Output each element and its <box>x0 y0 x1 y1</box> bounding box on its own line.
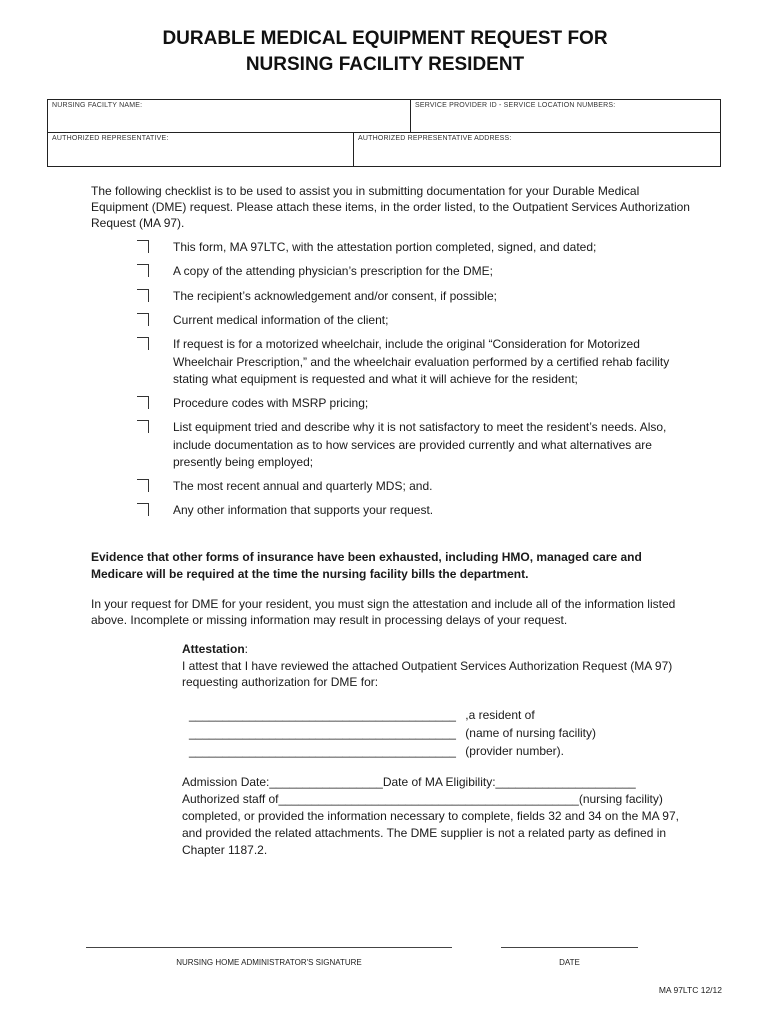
provider-number-row <box>189 744 649 758</box>
request-paragraph: In your request for DME for your resident, you must sign the attestation and include all of the information listed above. Incomplete or missing information may result in processing delays of your request. <box>91 597 676 627</box>
authorized-rep-field[interactable]: AUTHORIZED REPRESENTATIVE: <box>52 135 169 142</box>
checklist-item-text: This form, MA 97LTC, with the attestation portion completed, signed, and dated; <box>173 240 597 254</box>
authorized-staff-line[interactable]: Authorized staff of_____________________________________________(nursing facility) <box>182 792 663 806</box>
provider-number-blank[interactable]: ________________________________________ <box>189 744 456 758</box>
date-signature-line[interactable] <box>501 947 638 948</box>
facility-info-grid <box>47 99 721 167</box>
admin-signature-line[interactable] <box>86 947 452 948</box>
attestation-body: I attest that I have reviewed the attached Outpatient Services Authorization Request (MA 97) requesting authorization for DME for: <box>182 659 673 689</box>
checklist-item-text: Procedure codes with MSRP pricing; <box>173 396 369 410</box>
intro-paragraph: The following checklist is to be used to assist you in submitting documentation for your Durable Medical Equipment (DME) request. Please attach these items, in the order listed, to the Outpatient Services Authorization Request (MA 97). <box>91 184 690 230</box>
checklist-item-text: List equipment tried and describe why it is not satisfactory to meet the resident’s needs. Also, include documentation as to how services are provided currently and what alternatives are presently being employed; <box>173 420 667 469</box>
checklist-item-text: A copy of the attending physician’s prescription for the DME; <box>173 264 493 278</box>
attestation-title: Attestation <box>182 642 245 656</box>
checklist-item-text: If request is for a motorized wheelchair, include the original “Consideration for Motorized Wheelchair Prescription,” and the wheelchair evaluation performed by a certified rehab facility stating what equipment is requested and what it will achieve for the resident; <box>173 337 670 386</box>
admission-date-line[interactable]: Admission Date:_________________Date of MA Eligibility:_____________________ <box>182 775 636 789</box>
attestation-heading <box>182 642 248 656</box>
form-id: MA 97LTC 12/12 <box>658 985 722 995</box>
checkbox[interactable] <box>137 479 149 492</box>
resident-name-blank[interactable]: ________________________________________ <box>189 708 456 722</box>
provider-suffix: (provider number). <box>465 744 564 758</box>
attestation-colon: : <box>244 642 249 656</box>
checklist-item-text: The most recent annual and quarterly MDS; and. <box>173 479 433 493</box>
title-line-2: NURSING FACILITY RESIDENT <box>245 54 525 75</box>
resident-suffix: ,a resident of <box>465 708 535 722</box>
grid-divider-horizontal <box>48 132 720 133</box>
checklist-item-text: Current medical information of the client; <box>173 313 389 327</box>
insurance-evidence-notice: Evidence that other forms of insurance have been exhausted, including HMO, managed care and Medicare will be required at the time the nursing facility bills the department. <box>91 550 642 581</box>
facility-name-blank[interactable]: ________________________________________ <box>189 726 456 740</box>
checkbox[interactable] <box>137 289 149 302</box>
checkbox[interactable] <box>137 337 149 350</box>
checkbox[interactable] <box>137 503 149 516</box>
checkbox[interactable] <box>137 396 149 409</box>
facility-suffix: (name of nursing facility) <box>465 726 597 740</box>
facility-name-row <box>189 726 649 740</box>
facility-name-field[interactable]: NURSING FACILTY NAME: <box>52 102 143 109</box>
checkbox[interactable] <box>137 264 149 277</box>
admission-section <box>182 774 682 859</box>
resident-name-row <box>189 708 649 722</box>
checkbox[interactable] <box>137 313 149 326</box>
title-line-1: DURABLE MEDICAL EQUIPMENT REQUEST FOR <box>162 28 608 49</box>
admin-signature-label: NURSING HOME ADMINISTRATOR'S SIGNATURE <box>176 958 362 967</box>
provider-id-field[interactable]: SERVICE PROVIDER ID - SERVICE LOCATION NUMBERS: <box>415 102 616 109</box>
checkbox[interactable] <box>137 240 149 253</box>
rep-address-field[interactable]: AUTHORIZED REPRESENTATIVE ADDRESS: <box>358 135 512 142</box>
completion-statement: completed, or provided the information necessary to complete, fields 32 and 34 on the MA 97, and provided the related attachments. The DME supplier is not a related party as defined in Chapter 1187.2. <box>182 809 679 857</box>
grid-divider-top <box>410 100 411 132</box>
date-label: DATE <box>559 958 580 967</box>
form-title <box>0 26 770 78</box>
checklist-item-text: The recipient’s acknowledgement and/or consent, if possible; <box>173 289 497 303</box>
grid-divider-bottom <box>353 132 354 166</box>
checklist-item-text: Any other information that supports your request. <box>173 503 434 517</box>
checkbox[interactable] <box>137 420 149 433</box>
